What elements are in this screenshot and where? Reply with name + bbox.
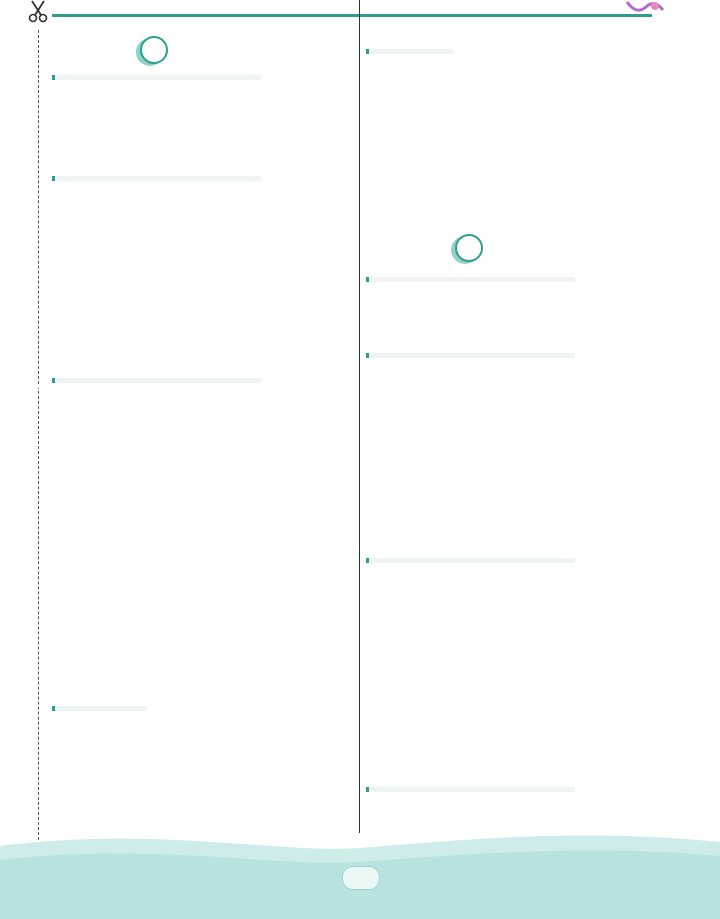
lesson-19-header [455,234,501,262]
section-heading-pronunciation [366,277,575,282]
section-heading-word-expansion [366,558,575,563]
section-heading-pronunciation [52,75,261,80]
section-heading-poem-meaning [52,378,261,383]
lesson-number-badge [140,36,168,64]
scissors-icon [26,0,50,24]
section-heading-key-sentence [52,706,147,711]
section-heading-weather-chars [366,787,575,792]
section-heading-writing [366,353,575,358]
lesson-18-header [140,36,186,64]
corner-decoration-icon [625,0,665,18]
page-number [342,866,380,890]
section-heading-writing [52,176,261,181]
cut-guide-line [38,30,39,850]
cut-guide-label [31,384,45,388]
section-heading-text-overview [366,49,453,54]
column-divider [359,0,360,833]
lesson-number-badge [455,234,483,262]
top-rule [52,14,652,17]
